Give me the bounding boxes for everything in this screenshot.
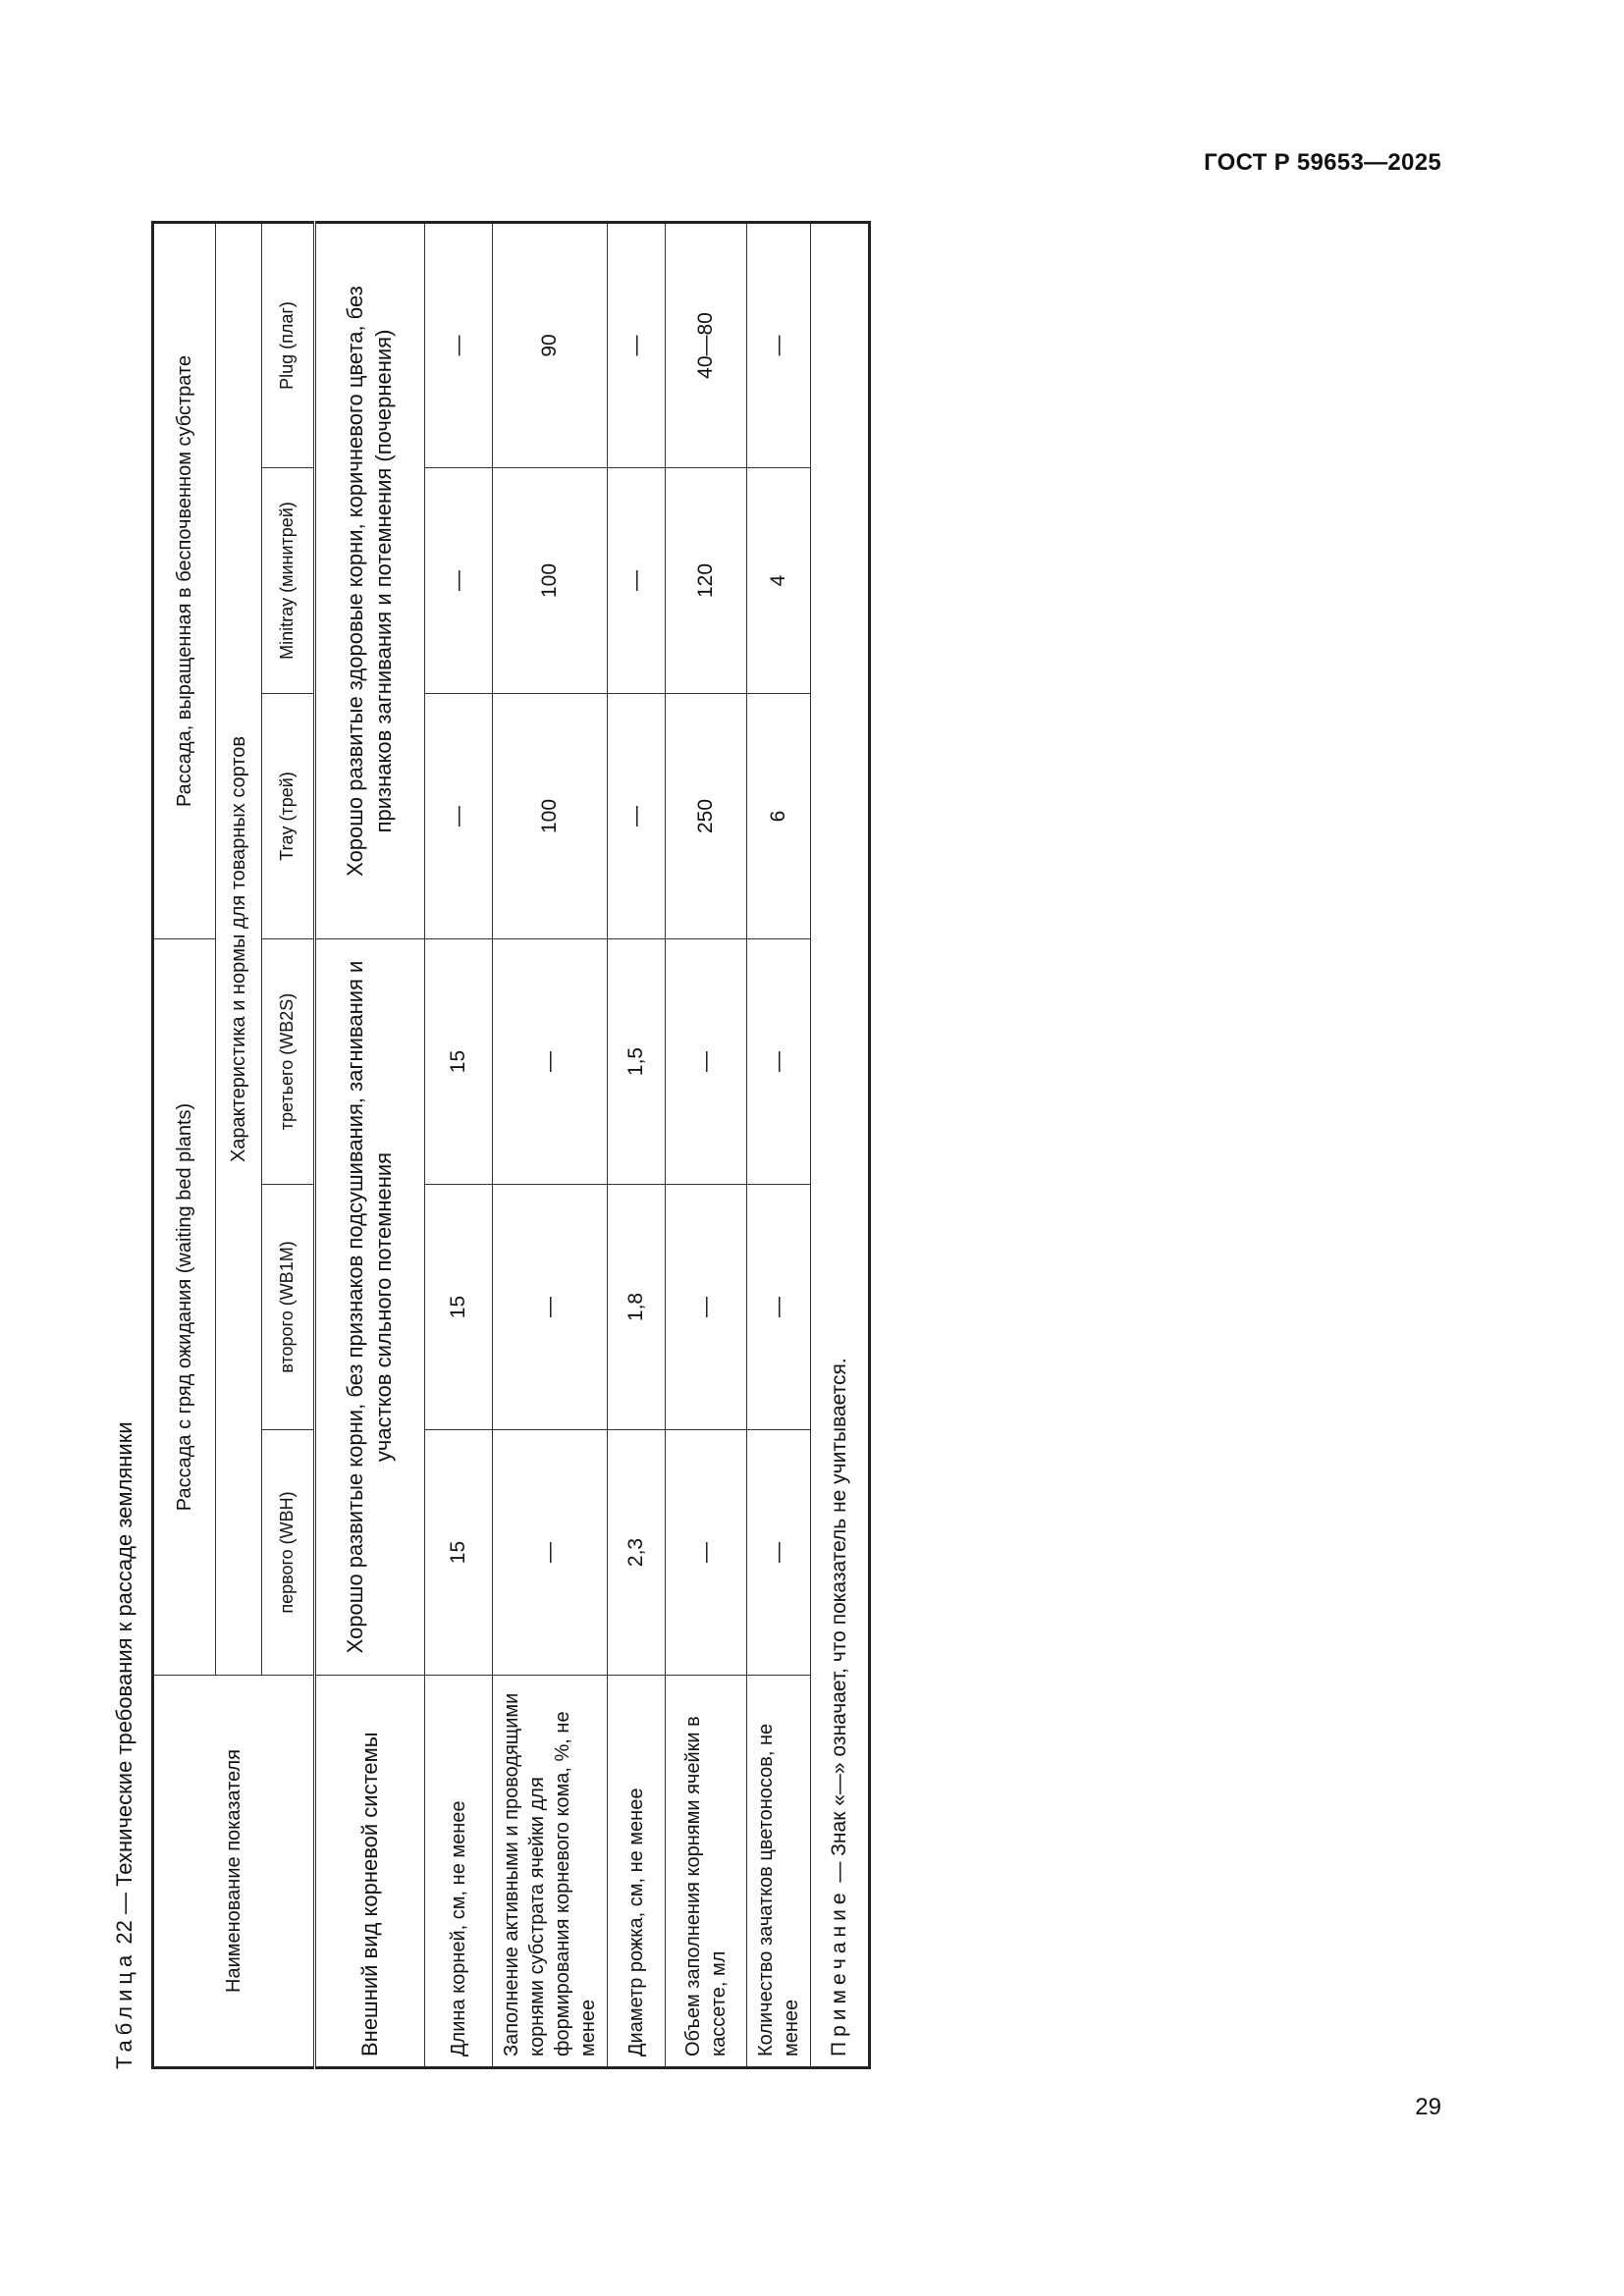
header-col-minitray: Minitray (минитрей) [262,468,315,694]
table-caption [112,1421,151,2069]
table-row [315,222,425,2067]
row-label-buds: Количество зачатков цветоносов, не менее [747,1676,811,2068]
table-row [666,222,747,2067]
table-cell: — [747,939,811,1185]
rotated-table-block [106,224,851,2069]
row-label-fill: Заполнение активными и проводящими корнями субстрата ячейки для формирования корневого кома, %, не менее [493,1676,608,2068]
table-cell: — [493,1430,608,1676]
table-row [608,222,666,2067]
header-col-wb2s: третьего (WB2S) [262,939,315,1185]
table-cell: — [747,1430,811,1676]
note-text: — Знак «—» означает, что показатель не учитывается. [828,1358,851,1889]
standard-code: ГОСТ Р 59653—2025 [1204,149,1441,176]
table-row [493,222,608,2067]
table-cell: — [493,939,608,1185]
table-cell: 120 [666,468,747,694]
page-number: 29 [1415,2094,1441,2120]
table-cell: — [608,694,666,939]
header-name-col: Наименование показателя [153,1676,315,2068]
table-cell: — [608,468,666,694]
table-cell: — [608,222,666,467]
table-cell: 2,3 [608,1430,666,1676]
row-label-diameter: Диаметр рожка, см, не менее [608,1676,666,2068]
table-cell: 4 [747,468,811,694]
row-label-appearance: Внешний вид корневой системы [315,1676,425,2068]
table-cell: 100 [493,468,608,694]
header-group-soilless: Рассада, выращенная в беспочвенном субстрате [153,222,216,938]
header-col-wbh: первого (WBH) [262,1430,315,1676]
appearance-waiting-desc: Хорошо развитые корни, без признаков подсушивания, загнивания и участков сильного потемнения [315,939,425,1676]
table-cell: — [425,222,493,467]
table-cell: — [425,694,493,939]
header-group-waiting: Рассада с гряд ожидания (waiting bed plants) [153,939,216,1676]
table-row [425,222,493,2067]
table-cell: 15 [425,1430,493,1676]
table-cell: 15 [425,1185,493,1430]
table-cell: 6 [747,694,811,939]
header-col-wb1m: второго (WB1M) [262,1185,315,1430]
table-row [747,222,811,2067]
table-cell: 250 [666,694,747,939]
row-label-length: Длина корней, см, не менее [425,1676,493,2068]
header-col-tray: Tray (трей) [262,694,315,939]
table-cell: — [666,1430,747,1676]
row-label-volume: Объем заполнения корнями ячейки в кассете, мл [666,1676,747,2068]
caption-word: Таблица [112,1949,136,2069]
table-cell: — [747,222,811,467]
table-cell: 1,5 [608,939,666,1185]
table-cell: — [425,468,493,694]
table-note [811,222,870,2067]
table-cell: 15 [425,939,493,1185]
table-note-row [811,222,870,2067]
caption-text: 22 — Технические требования к рассаде земляники [112,1421,136,1950]
table-cell: — [666,939,747,1185]
table-cell: 100 [493,694,608,939]
header-subheader: Характеристика и нормы для товарных сортов [216,222,262,1675]
table-cell: 40—80 [666,222,747,467]
table-cell: — [493,1185,608,1430]
header-col-plug: Plug (плаг) [262,222,315,467]
table-cell: — [666,1185,747,1430]
table-cell: — [747,1185,811,1430]
note-word: Примечание [828,1888,851,2056]
appearance-soilless-desc: Хорошо развитые здоровые корни, коричневого цвета, без признаков загнивания и потемнения (почернения) [315,222,425,938]
requirements-table [151,221,871,2069]
table-cell: 1,8 [608,1185,666,1430]
table-cell: 90 [493,222,608,467]
